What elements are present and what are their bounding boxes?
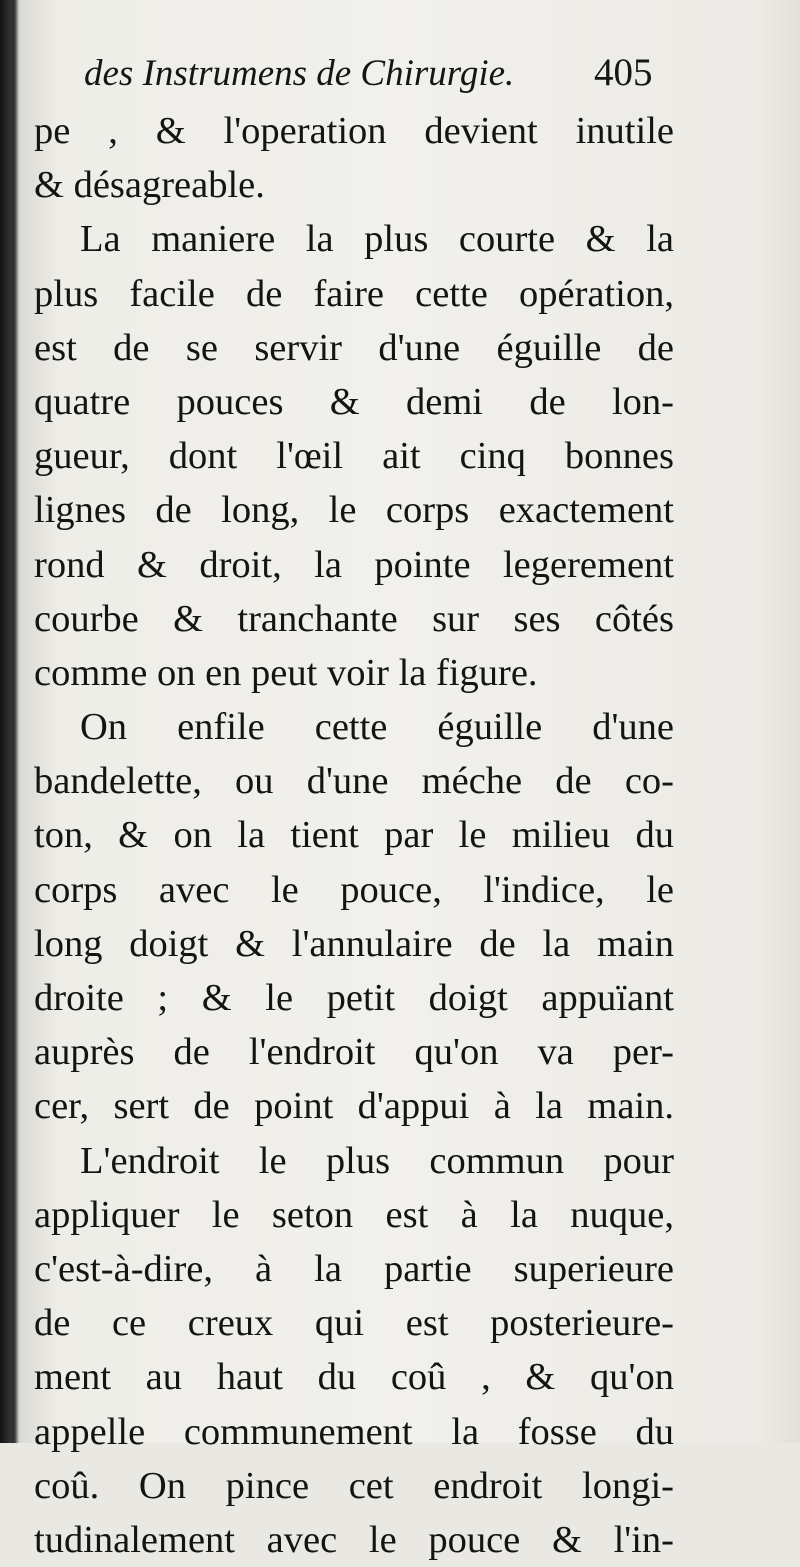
text-line: On enfile cette éguille d'une <box>80 706 674 749</box>
text-line: corps avec le pouce, l'indice, le <box>34 868 674 911</box>
text-line: bandelette, ou d'une méche de co- <box>34 760 674 803</box>
text-line: plus facile de faire cette opération, <box>34 272 674 315</box>
running-head <box>84 52 674 108</box>
text-line: droite ; & le petit doigt appuïant <box>34 977 674 1019</box>
text-line: La maniere la plus courte & la <box>80 218 674 261</box>
page-number: 405 <box>594 51 653 94</box>
text-line: lignes de long, le corps exactement <box>34 489 674 532</box>
text-line: gueur, dont l'œil ait cinq bonnes <box>34 435 674 478</box>
text-line: courbe & tranchante sur ses côtés <box>34 597 674 640</box>
text-line: quatre pouces & demi de lon- <box>34 380 674 423</box>
text-line: pe , & l'operation devient inutile <box>34 110 674 152</box>
running-head-title: des Instrumens de Chirurgie. <box>84 53 515 94</box>
text-line: long doigt & l'annulaire de la main <box>34 922 674 965</box>
text-line: coû. On pince cet endroit longi- <box>34 1464 674 1507</box>
text-line: appliquer le seton est à la nuque, <box>34 1193 674 1236</box>
text-line: appelle communement la fosse du <box>34 1410 674 1453</box>
text-line: auprès de l'endroit qu'on va per- <box>34 1031 674 1074</box>
text-line: de ce creux qui est posterieure- <box>34 1302 674 1345</box>
text-line: L'endroit le plus commun pour <box>80 1139 674 1182</box>
text-line: & désagreable. <box>34 164 265 207</box>
text-line: ton, & on la tient par le milieu du <box>34 814 674 857</box>
text-line: tudinalement avec le pouce & l'in- <box>34 1518 674 1561</box>
text-line: c'est-à-dire, à la partie superieure <box>34 1247 674 1290</box>
text-line: est de se servir d'une éguille de <box>34 326 674 369</box>
text-line: cer, sert de point d'appui à la main. <box>34 1085 674 1128</box>
body-text <box>34 104 674 1567</box>
text-line: rond & droit, la pointe legerement <box>34 543 674 586</box>
text-line: ment au haut du coû , & qu'on <box>34 1356 674 1399</box>
text-line: comme on en peut voir la figure. <box>34 651 538 694</box>
